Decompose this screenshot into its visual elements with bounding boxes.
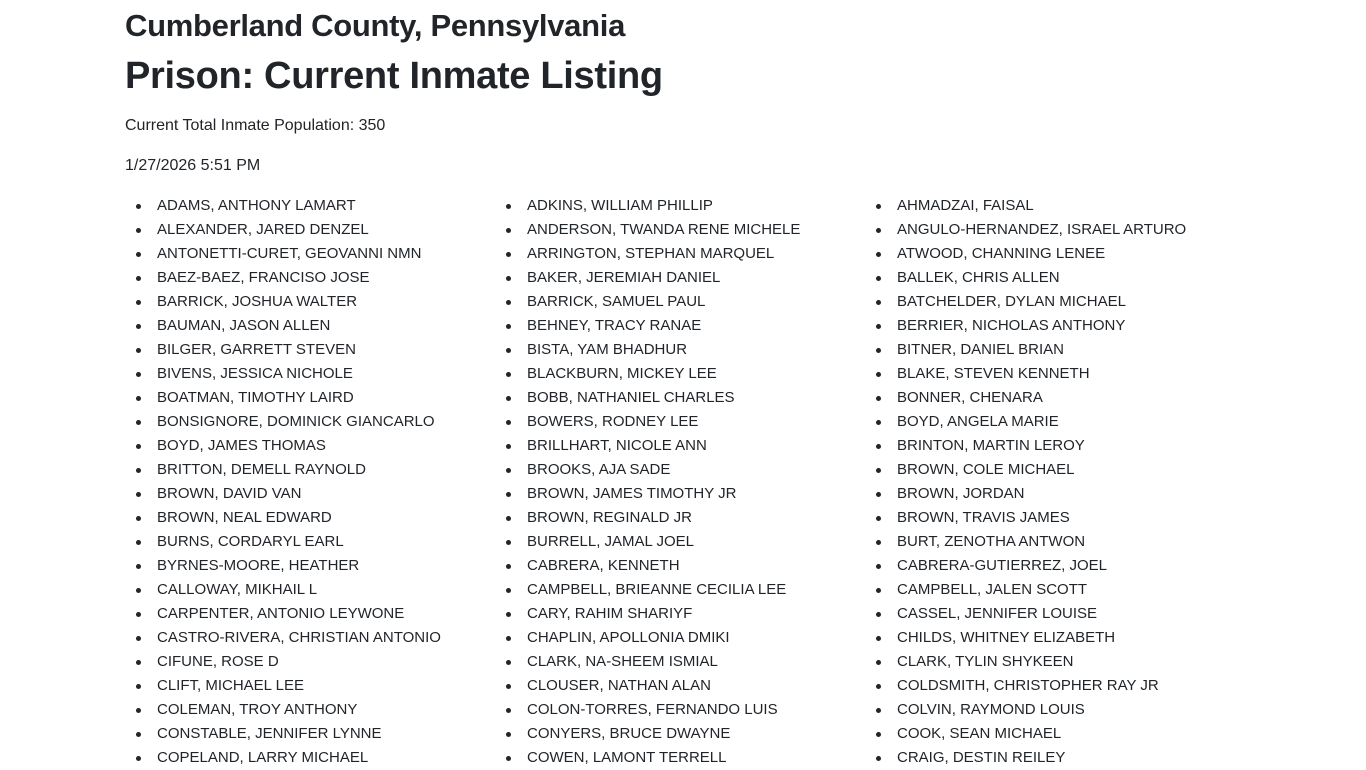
inmate-list-item: BROWN, JORDAN — [897, 482, 1227, 506]
inmate-list-item: CONYERS, BRUCE DWAYNE — [527, 722, 857, 746]
inmate-list-item: BURRELL, JAMAL JOEL — [527, 530, 857, 554]
inmate-list-item: BARRICK, SAMUEL PAUL — [527, 290, 857, 314]
inmate-list-item: BOYD, JAMES THOMAS — [157, 434, 487, 458]
inmate-list-item: CABRERA, KENNETH — [527, 554, 857, 578]
inmate-list-item: COLON-TORRES, FERNANDO LUIS — [527, 698, 857, 722]
inmate-list-item: CLOUSER, NATHAN ALAN — [527, 674, 857, 698]
inmate-list-item: BAUMAN, JASON ALLEN — [157, 314, 487, 338]
inmate-list-item: ARRINGTON, STEPHAN MARQUEL — [527, 242, 857, 266]
inmate-list-item: BIVENS, JESSICA NICHOLE — [157, 362, 487, 386]
inmate-list-item: ATWOOD, CHANNING LENEE — [897, 242, 1227, 266]
inmate-list-item: BOBB, NATHANIEL CHARLES — [527, 386, 857, 410]
inmate-list-item: COPELAND, LARRY MICHAEL — [157, 746, 487, 770]
inmate-list-item: CASTRO-RIVERA, CHRISTIAN ANTONIO — [157, 626, 487, 650]
inmate-list-item: ANTONETTI-CURET, GEOVANNI NMN — [157, 242, 487, 266]
report-timestamp: 1/27/2026 5:51 PM — [125, 157, 261, 174]
inmate-list-item: BALLEK, CHRIS ALLEN — [897, 266, 1227, 290]
inmate-list-item: BROOKS, AJA SADE — [527, 458, 857, 482]
inmate-list-item: BEHNEY, TRACY RANAE — [527, 314, 857, 338]
inmate-list-item: CASSEL, JENNIFER LOUISE — [897, 602, 1227, 626]
inmate-list-item: BAKER, JEREMIAH DANIEL — [527, 266, 857, 290]
inmate-list-item: BROWN, COLE MICHAEL — [897, 458, 1227, 482]
inmate-list-item: CABRERA-GUTIERREZ, JOEL — [897, 554, 1227, 578]
inmate-list-item: BERRIER, NICHOLAS ANTHONY — [897, 314, 1227, 338]
inmate-list-item: BLAKE, STEVEN KENNETH — [897, 362, 1227, 386]
inmate-list-item: BURNS, CORDARYL EARL — [157, 530, 487, 554]
inmate-list-item: ANGULO-HERNANDEZ, ISRAEL ARTURO — [897, 218, 1227, 242]
page-title: Prison: Current Inmate Listing — [125, 55, 663, 97]
inmate-list-item: BROWN, REGINALD JR — [527, 506, 857, 530]
inmate-list-item: CAMPBELL, JALEN SCOTT — [897, 578, 1227, 602]
inmate-list-item: CLARK, NA-SHEEM ISMIAL — [527, 650, 857, 674]
inmate-list-item: COLDSMITH, CHRISTOPHER RAY JR — [897, 674, 1227, 698]
inmate-list-item: BROWN, DAVID VAN — [157, 482, 487, 506]
inmate-list-item: BOATMAN, TIMOTHY LAIRD — [157, 386, 487, 410]
inmate-list-item: BROWN, NEAL EDWARD — [157, 506, 487, 530]
inmate-column-2 — [495, 194, 865, 770]
inmate-columns — [125, 194, 1366, 770]
inmate-list-item: BOYD, ANGELA MARIE — [897, 410, 1227, 434]
inmate-list-item: CHAPLIN, APOLLONIA DMIKI — [527, 626, 857, 650]
inmate-list-item: BROWN, JAMES TIMOTHY JR — [527, 482, 857, 506]
inmate-list-item: COWEN, LAMONT TERRELL — [527, 746, 857, 770]
inmate-list-item: CONSTABLE, JENNIFER LYNNE — [157, 722, 487, 746]
inmate-list-item: ADAMS, ANTHONY LAMART — [157, 194, 487, 218]
county-title: Cumberland County, Pennsylvania — [125, 8, 626, 43]
inmate-list-item: ADKINS, WILLIAM PHILLIP — [527, 194, 857, 218]
inmate-list-item: BRINTON, MARTIN LEROY — [897, 434, 1227, 458]
inmate-list-item: CRAIG, DESTIN REILEY — [897, 746, 1227, 770]
inmate-list-item: BONNER, CHENARA — [897, 386, 1227, 410]
inmate-list-item: BROWN, TRAVIS JAMES — [897, 506, 1227, 530]
inmate-list-item: CARY, RAHIM SHARIYF — [527, 602, 857, 626]
inmate-list-item: CLIFT, MICHAEL LEE — [157, 674, 487, 698]
inmate-list-item: ALEXANDER, JARED DENZEL — [157, 218, 487, 242]
inmate-list-item: BILGER, GARRETT STEVEN — [157, 338, 487, 362]
inmate-list-item: CHILDS, WHITNEY ELIZABETH — [897, 626, 1227, 650]
inmate-list-item: BRITTON, DEMELL RAYNOLD — [157, 458, 487, 482]
inmate-list-item: BATCHELDER, DYLAN MICHAEL — [897, 290, 1227, 314]
inmate-list-item: BRILLHART, NICOLE ANN — [527, 434, 857, 458]
inmate-list-item: CAMPBELL, BRIEANNE CECILIA LEE — [527, 578, 857, 602]
inmate-list-item: CLARK, TYLIN SHYKEEN — [897, 650, 1227, 674]
inmate-list-item: BISTA, YAM BHADHUR — [527, 338, 857, 362]
total-population-text: Current Total Inmate Population: 350 — [125, 117, 386, 134]
inmate-list-item: CALLOWAY, MIKHAIL L — [157, 578, 487, 602]
inmate-list-item: BONSIGNORE, DOMINICK GIANCARLO — [157, 410, 487, 434]
inmate-list-item: BITNER, DANIEL BRIAN — [897, 338, 1227, 362]
inmate-list-item: AHMADZAI, FAISAL — [897, 194, 1227, 218]
inmate-list-item: ANDERSON, TWANDA RENE MICHELE — [527, 218, 857, 242]
inmate-column-1 — [125, 194, 495, 770]
inmate-list-item: CARPENTER, ANTONIO LEYWONE — [157, 602, 487, 626]
inmate-list-item: CIFUNE, ROSE D — [157, 650, 487, 674]
inmate-list-item: BURT, ZENOTHA ANTWON — [897, 530, 1227, 554]
inmate-list-item: BARRICK, JOSHUA WALTER — [157, 290, 487, 314]
inmate-list-item: BAEZ-BAEZ, FRANCISO JOSE — [157, 266, 487, 290]
inmate-list-item: COOK, SEAN MICHAEL — [897, 722, 1227, 746]
inmate-list-item: COLVIN, RAYMOND LOUIS — [897, 698, 1227, 722]
inmate-list-item: BLACKBURN, MICKEY LEE — [527, 362, 857, 386]
inmate-column-3 — [865, 194, 1235, 770]
inmate-list-item: BOWERS, RODNEY LEE — [527, 410, 857, 434]
inmate-list-item: COLEMAN, TROY ANTHONY — [157, 698, 487, 722]
inmate-list-item: BYRNES-MOORE, HEATHER — [157, 554, 487, 578]
